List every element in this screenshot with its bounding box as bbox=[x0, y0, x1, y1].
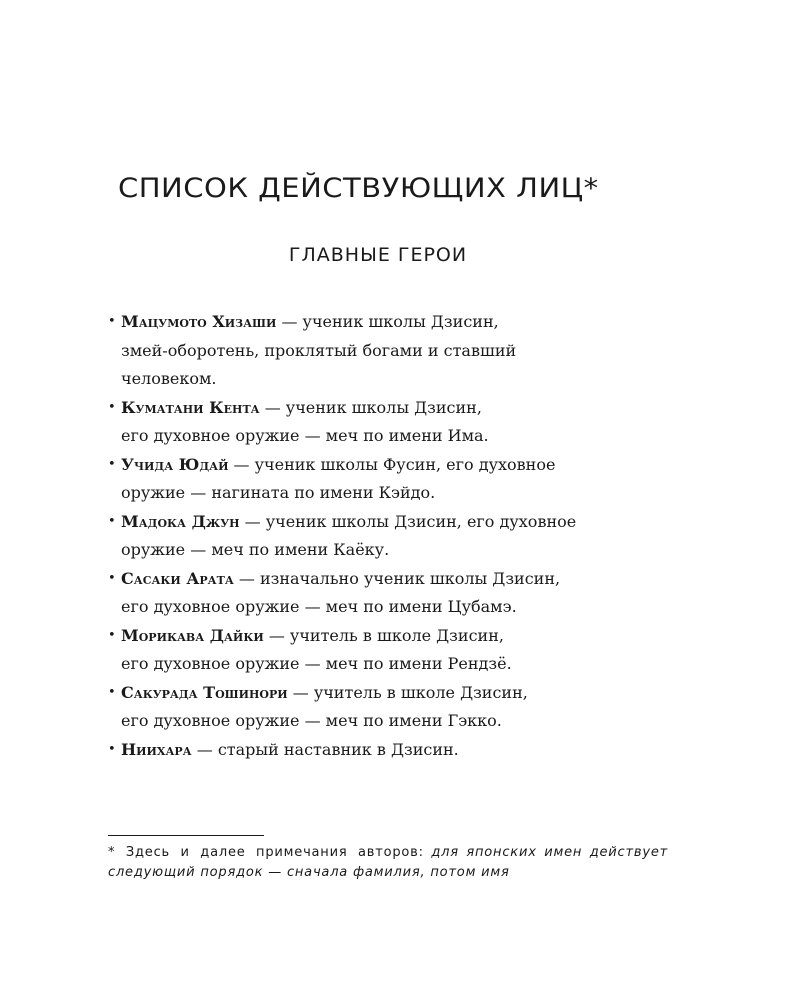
list-item bbox=[108, 736, 688, 765]
bullet: • bbox=[108, 570, 116, 586]
bullet: • bbox=[108, 513, 116, 529]
character-name: Сакурада Тошинори bbox=[121, 682, 288, 702]
character-name: Ниихара bbox=[121, 739, 192, 759]
footnote bbox=[108, 843, 668, 883]
bullet: • bbox=[108, 399, 116, 415]
footnote-marker: * bbox=[108, 845, 116, 860]
list-item bbox=[108, 394, 688, 451]
character-list bbox=[108, 308, 688, 764]
character-name: Мадока Джун bbox=[121, 511, 240, 531]
character-description: — старый наставник в Дзисин. bbox=[191, 739, 459, 759]
character-description: — ученик школы Фусин, его духовное оружие — нагината по имени Кэйдо. bbox=[121, 454, 556, 502]
character-name: Сасаки Арата bbox=[121, 568, 234, 588]
character-description: — ученик школы Дзисин, его духовное оружие — меч по имени Каёку. bbox=[121, 511, 577, 559]
character-description: — учитель в школе Дзисин, его духовное оружие — меч по имени Рендзё. bbox=[121, 625, 512, 673]
character-name: Куматани Кента bbox=[121, 397, 260, 417]
page-title: СПИСОК ДЕЙСТВУЮЩИХ ЛИЦ* bbox=[118, 172, 599, 204]
character-description: — изначально ученик школы Дзисин, его духовное оружие — меч по имени Цубамэ. bbox=[121, 568, 561, 616]
bullet: • bbox=[108, 456, 116, 472]
footnote-italic: для японских имен действует следующий порядок — сначала фамилия, потом имя bbox=[108, 845, 668, 880]
character-description: — ученик школы Дзисин, его духовное оружие — меч по имени Има. bbox=[121, 397, 489, 445]
section-heading: ГЛАВНЫЕ ГЕРОИ bbox=[288, 244, 468, 266]
character-name: Мацумото Хизаши bbox=[121, 312, 277, 331]
footnote-divider bbox=[108, 835, 264, 836]
bullet: • bbox=[108, 684, 116, 700]
list-item bbox=[108, 565, 688, 622]
list-item bbox=[108, 622, 688, 679]
list-item bbox=[108, 451, 688, 508]
character-description: — ученик школы Дзисин, змей-оборотень, проклятый богами и ставший человеком. bbox=[121, 312, 517, 388]
list-item bbox=[108, 508, 688, 565]
character-name: Морикава Дайки bbox=[121, 625, 264, 645]
list-item bbox=[108, 308, 688, 394]
list-item bbox=[108, 679, 688, 736]
footnote-lead: Здесь и далее примечания авторов: bbox=[125, 845, 424, 860]
character-description: — учитель в школе Дзисин, его духовное оружие — меч по имени Гэкко. bbox=[121, 682, 528, 730]
character-name: Учида Юдай bbox=[121, 454, 229, 474]
bullet: • bbox=[108, 741, 116, 757]
bullet: • bbox=[108, 627, 116, 643]
bullet: • bbox=[108, 314, 116, 329]
